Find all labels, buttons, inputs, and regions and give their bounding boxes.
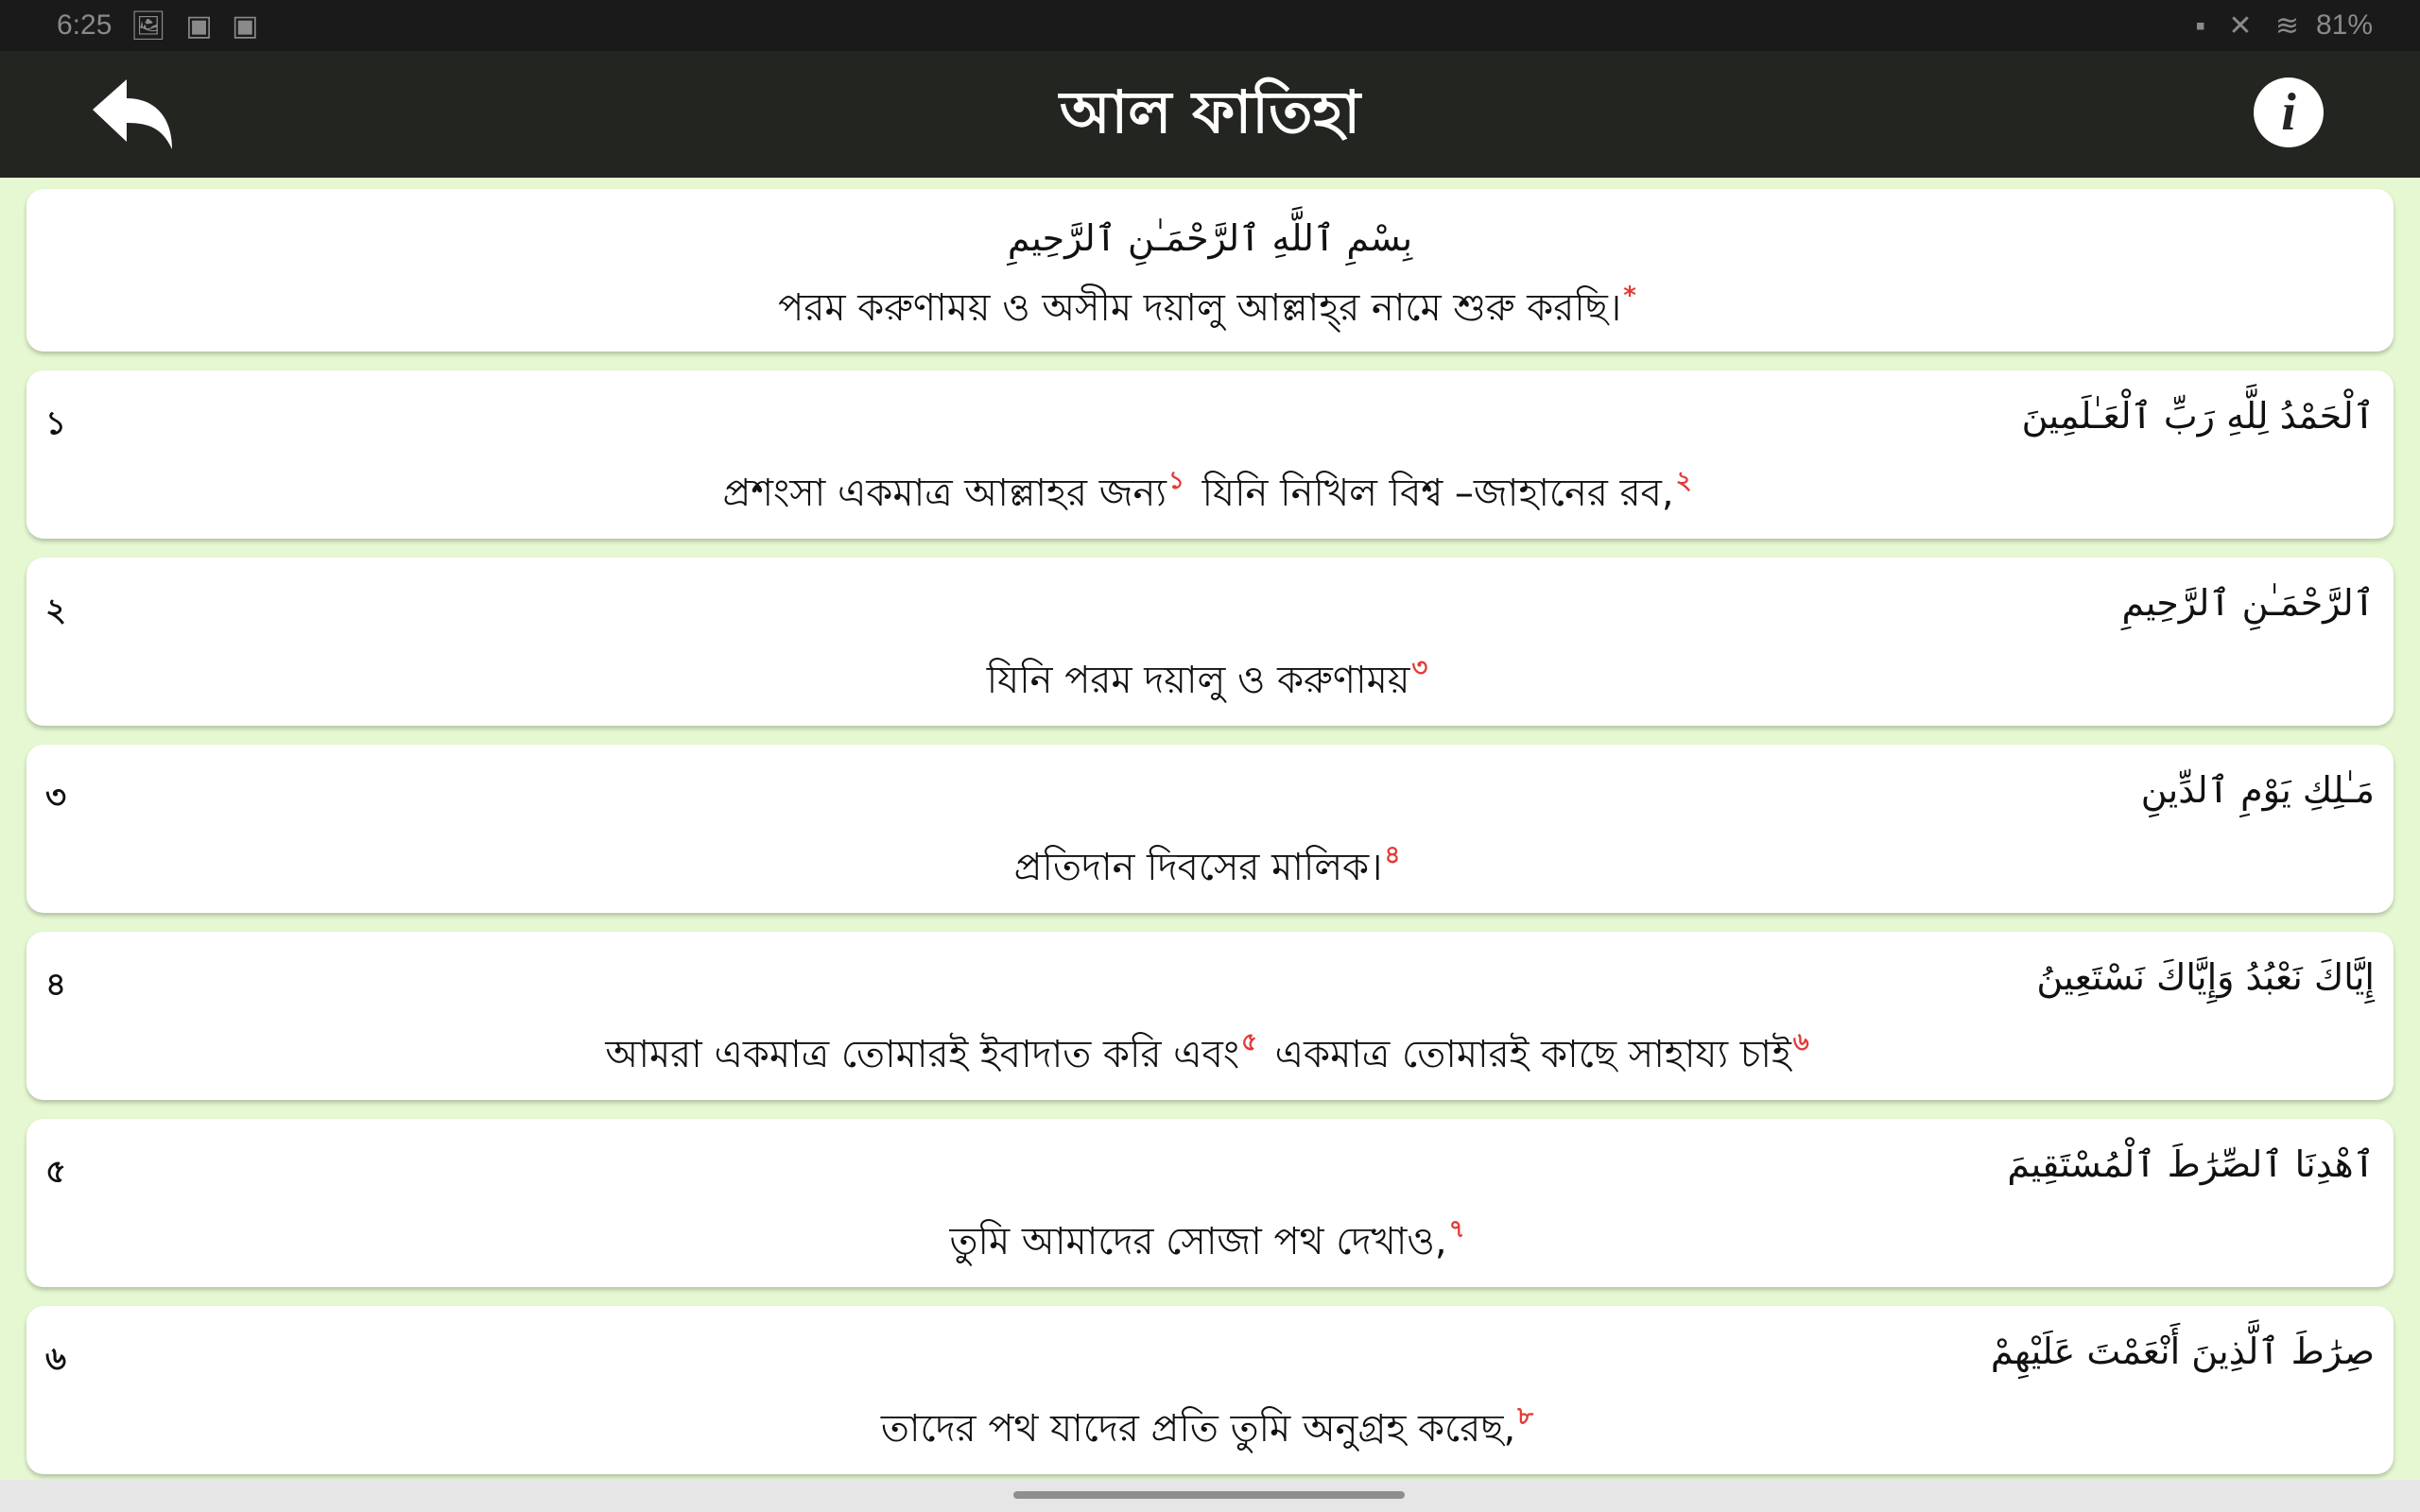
status-time: 6:25 xyxy=(57,9,112,41)
ayah-number: ৫ xyxy=(45,1153,67,1191)
ayah-card-4[interactable] xyxy=(26,932,2394,1100)
home-gesture-handle[interactable] xyxy=(1013,1491,1405,1499)
navigation-bar xyxy=(0,1480,2420,1512)
ayah-number: ৬ xyxy=(45,1340,67,1378)
ayah-arabic: إِيَّاكَ نَعْبُدُ وَإِيَّاكَ نَسْتَعِينُ xyxy=(2036,956,2375,998)
info-icon: i xyxy=(2281,83,2296,142)
translation-text: একমাত্র তোমারই কাছে সাহায্য চাই xyxy=(1262,1033,1791,1076)
translation-text: প্রশংসা একমাত্র আল্লাহর জন্য xyxy=(722,472,1167,515)
notification-icons: 🖼 ▣ ▣ xyxy=(130,10,265,42)
footnote-marker[interactable]: ৬ xyxy=(1792,1028,1809,1057)
ayah-arabic: صِرَٰطَ ٱلَّذِينَ أَنْعَمْتَ عَلَيْهِمْ xyxy=(1990,1331,2375,1372)
info-button[interactable] xyxy=(2254,77,2324,147)
ayah-card-2[interactable] xyxy=(26,558,2394,726)
ayah-card-6[interactable] xyxy=(26,1306,2394,1474)
footnote-marker[interactable]: ৩ xyxy=(1411,654,1428,682)
status-bar xyxy=(0,0,2420,51)
footnote-marker[interactable]: ২ xyxy=(1675,467,1692,495)
translation-text: যিনি পরম দয়ালু ও করুণাময় xyxy=(986,659,1410,702)
translation-text: প্রতিদান দিবসের মালিক। xyxy=(1013,846,1383,889)
translation-text: তাদের পথ যাদের প্রতি তুমি অনুগ্রহ করেছ, xyxy=(880,1407,1516,1451)
bismillah-arabic: بِسْمِ ٱللَّهِ ٱلرَّحْمَـٰنِ ٱلرَّحِيمِ xyxy=(1007,217,1413,259)
ayah-number: ৪ xyxy=(45,966,67,1004)
bismillah-marker[interactable]: * xyxy=(1623,282,1636,310)
ayah-arabic: ٱلرَّحْمَـٰنِ ٱلرَّحِيمِ xyxy=(2121,582,2375,624)
bismillah-bangla: পরম করুণাময় ও অসীম দয়ালু আল্লাহ্‌র নামে শুরু করছি। xyxy=(778,286,1622,330)
verse-list[interactable] xyxy=(26,189,2394,1493)
ayah-number: ২ xyxy=(45,592,67,629)
ayah-card-1[interactable] xyxy=(26,370,2394,539)
battery-level: 81% xyxy=(2315,9,2373,41)
ayah-card-3[interactable] xyxy=(26,745,2394,913)
footnote-marker[interactable]: ৭ xyxy=(1448,1215,1465,1244)
ayah-translation xyxy=(26,1397,2394,1462)
translation-text: যিনি নিখিল বিশ্ব –জাহানের রব, xyxy=(1189,472,1674,515)
ayah-number: ১ xyxy=(45,404,67,442)
ayah-translation xyxy=(26,835,2394,901)
footnote-marker[interactable]: ১ xyxy=(1168,467,1184,495)
app-bar xyxy=(0,51,2420,178)
bismillah-card[interactable] xyxy=(26,189,2394,352)
footnote-marker[interactable]: ৮ xyxy=(1517,1402,1534,1431)
ayah-translation xyxy=(26,461,2394,526)
translation-text: তুমি আমাদের সোজা পথ দেখাও, xyxy=(949,1220,1447,1263)
ayah-arabic: ٱلْحَمْدُ لِلَّهِ رَبِّ ٱلْعَـٰلَمِينَ xyxy=(2021,395,2375,437)
ayah-translation xyxy=(26,1210,2394,1275)
footnote-marker[interactable]: ৪ xyxy=(1384,841,1401,869)
bismillah-translation xyxy=(26,278,2394,341)
ayah-card-5[interactable] xyxy=(26,1119,2394,1287)
ayah-translation xyxy=(26,648,2394,713)
ayah-translation xyxy=(26,1022,2394,1088)
ayah-arabic: ٱهْدِنَا ٱلصِّرَٰطَ ٱلْمُسْتَقِيمَ xyxy=(2007,1143,2375,1185)
translation-text: আমরা একমাত্র তোমারই ইবাদাত করি এবং xyxy=(605,1033,1240,1076)
page-title: আল ফাতিহা xyxy=(1059,77,1361,146)
footnote-marker[interactable]: ৫ xyxy=(1241,1028,1257,1057)
ayah-number: ৩ xyxy=(45,779,67,816)
system-icons: ▪ ✕ ≋ xyxy=(2195,10,2307,42)
ayah-arabic: مَـٰلِكِ يَوْمِ ٱلدِّينِ xyxy=(2140,769,2375,811)
